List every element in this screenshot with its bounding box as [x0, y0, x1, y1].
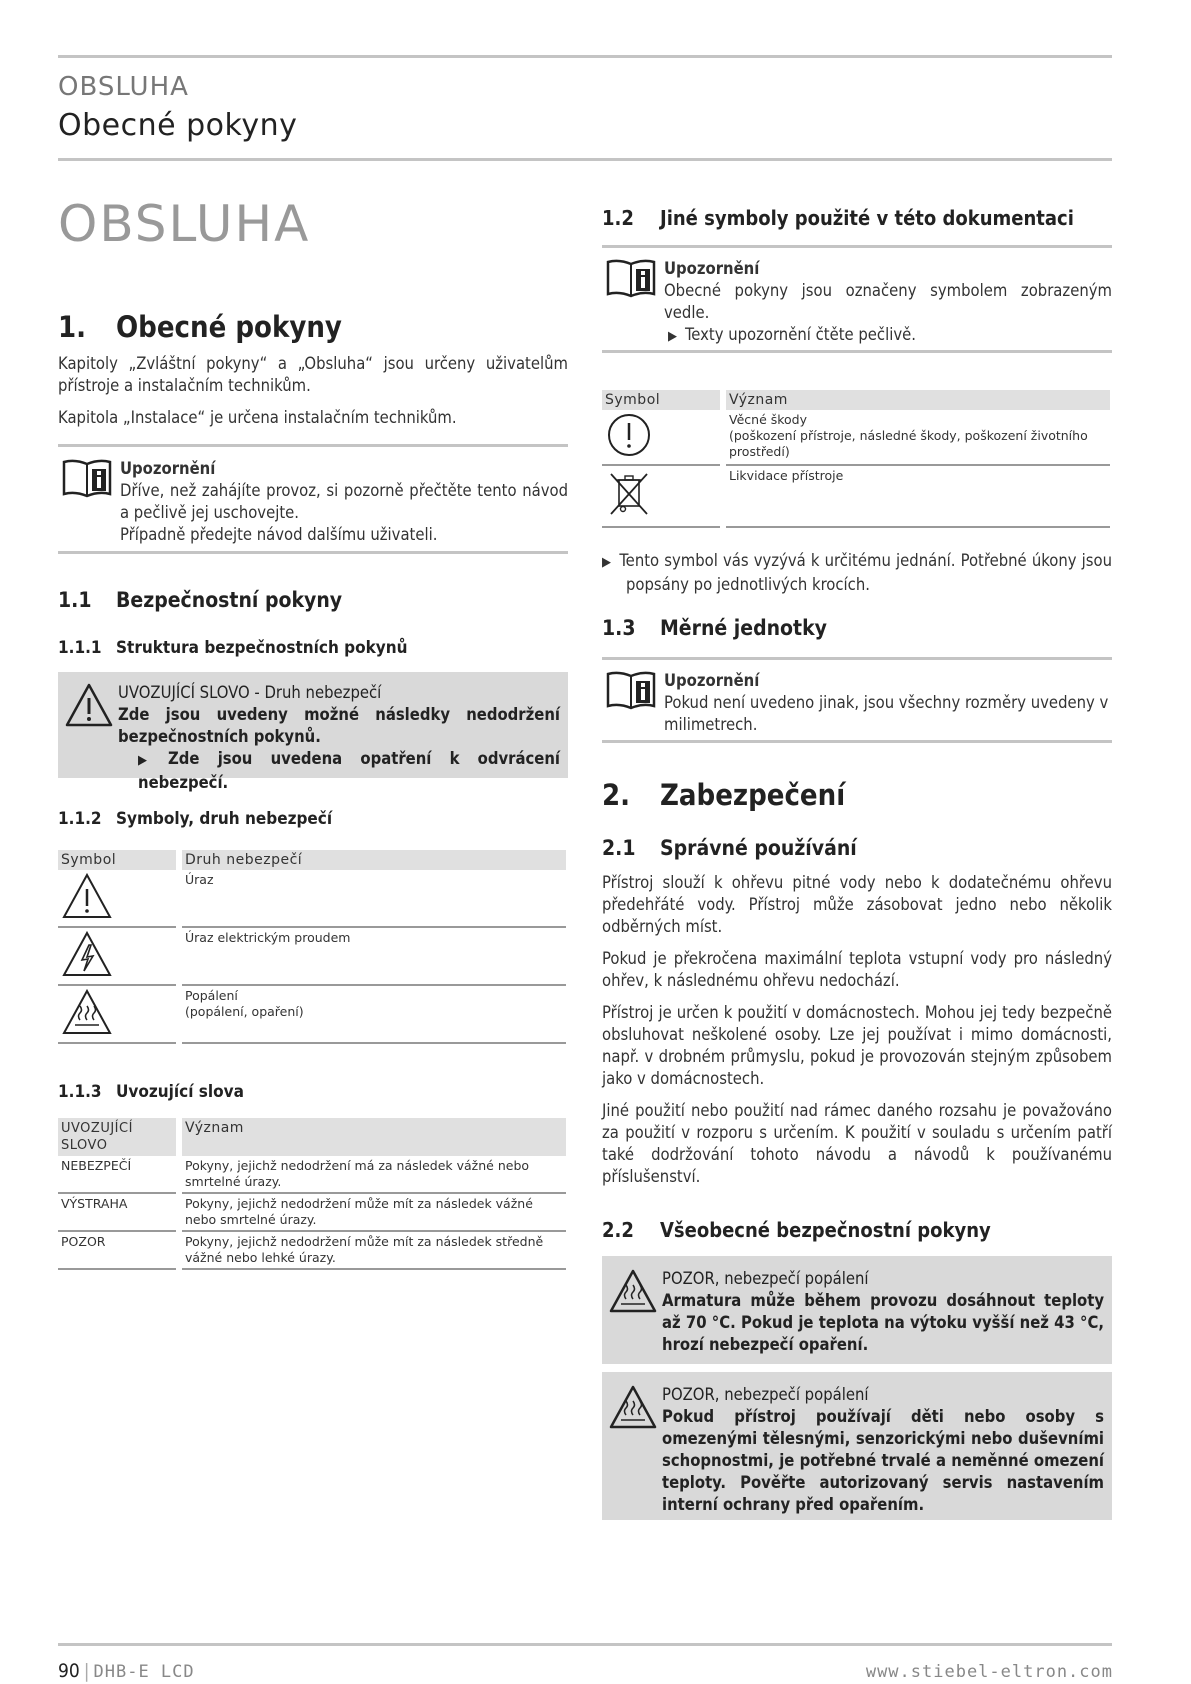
section-1-2-heading	[602, 206, 1074, 230]
signal-col-word: UVOZUJÍCÍ SLOVO	[58, 1118, 176, 1156]
section-2-1-paragraph-3: Přístroj je určen k použití v domácnostech. Mohou jej tedy bezpečně obsluhovat neškolené osoby. Lze jej používat i mimo domácnosti, např. v drobném průmyslu, pokud je provozován stejným způsobem jako v domácnostech.	[602, 1003, 1112, 1088]
section-2-2-number: 2.2	[602, 1218, 634, 1242]
other-row-2-text: Likvidace přístroje	[726, 465, 1110, 527]
header-subtitle: Obecné pokyny	[58, 108, 298, 143]
section-1-1-heading	[58, 588, 342, 612]
info-book-icon	[606, 258, 656, 298]
hazard-row-3-symbol	[58, 985, 176, 1043]
section-1-3-number: 1.3	[602, 616, 636, 640]
signal-row-3-text: Pokyny, jejichž nedodržení může mít za následek středně vážné nebo lehké úrazy.	[182, 1231, 566, 1269]
page-number: 90	[58, 1660, 80, 1682]
section-1-1-2-title: Symboly, druh nebezpečí	[116, 809, 333, 829]
warning-burn-2-title: POZOR, nebezpečí popálení	[662, 1385, 869, 1404]
note-2-text: Obecné pokyny jsou označeny symbolem zobrazeným vedle.	[664, 281, 1112, 322]
section-1-3-title: Měrné jednotky	[660, 616, 827, 640]
other-symbols-table	[602, 390, 1110, 528]
exclamation-warning-icon	[61, 872, 113, 920]
section-1-1-1-heading	[58, 638, 408, 658]
hazard-symbols-table	[58, 850, 566, 1044]
warning-burn-1-title: POZOR, nebezpečí popálení	[662, 1269, 869, 1288]
info-book-icon	[62, 458, 112, 498]
section-2-1-heading	[602, 836, 857, 860]
section-1-1-1-title: Struktura bezpečnostních pokynů	[116, 638, 408, 658]
note-2-title: Upozornění	[664, 259, 760, 278]
section-2-number: 2.	[602, 778, 631, 812]
section-1-1-3-number: 1.1.3	[58, 1082, 102, 1102]
hazard-col-symbol: Symbol	[58, 850, 176, 870]
signal-words-table	[58, 1118, 566, 1270]
note-2-bottom-rule	[602, 350, 1112, 353]
section-2-2-title: Všeobecné bezpečnostní pokyny	[660, 1218, 991, 1242]
warning-structure-action: Zde jsou uvedena opatření k odvrácení nebezpečí.	[138, 749, 560, 792]
section-1-1-3-title: Uvozující slova	[116, 1082, 244, 1102]
header-bottom-rule	[58, 158, 1112, 161]
note-3-top-rule	[602, 657, 1112, 660]
footer-url[interactable]: www.stiebel-eltron.com	[865, 1662, 1113, 1682]
section-2-1-title: Správné používání	[660, 836, 857, 860]
section-2-1-paragraph-2: Pokud je překročena maximální teplota vstupní vody pro následný ohřev, k následnému ohřevu nedochází.	[602, 949, 1112, 990]
circle-exclamation-icon	[605, 412, 653, 458]
section-2-1-body	[602, 872, 1112, 1198]
signal-row-2-word: VÝSTRAHA	[58, 1193, 176, 1231]
warning-burn-2-text: Pokud přístroj používají děti nebo osoby s omezenými tělesnými, senzorickými nebo duševními schopnostmi, je potřebné trvalé a neměnné omezení teploty. Pověřte autorizovaný servis nastavením interní ochrany před opařením.	[662, 1407, 1104, 1514]
action-symbol-text: Tento symbol vás vyzývá k určitému jednání. Potřebné úkony jsou popsány po jednotlivých krocích.	[619, 551, 1113, 594]
product-name: DHB-E LCD	[93, 1662, 195, 1682]
other-col-meaning: Význam	[726, 390, 1110, 410]
footer-separator: |	[83, 1660, 90, 1682]
signal-row-2-text: Pokyny, jejichž nedodržení může mít za následek vážné nebo smrtelné úrazy.	[182, 1193, 566, 1231]
section-1-1-number: 1.1	[58, 588, 92, 612]
section-1-3-heading	[602, 616, 827, 640]
warning-structure-box	[58, 672, 568, 792]
note-bottom-rule	[58, 551, 568, 554]
action-symbol-text-block	[602, 550, 1112, 596]
note-box-3	[602, 670, 1112, 740]
section-1-1-3-heading	[58, 1082, 244, 1102]
info-book-icon	[606, 670, 656, 710]
hazard-row-3-text: Popálení (popálení, opaření)	[182, 985, 566, 1043]
warning-burn-1-text: Armatura může během provozu dosáhnout teploty až 70 °C. Pokud je teplota na výtoku vyšší než 43 °C, hrozí nebezpečí opaření.	[662, 1291, 1104, 1354]
other-col-symbol: Symbol	[602, 390, 720, 410]
warning-triangle-icon	[64, 682, 114, 728]
section-1-1-2-number: 1.1.2	[58, 809, 102, 829]
section-1-heading	[58, 310, 342, 344]
section-2-title: Zabezpečení	[660, 778, 846, 812]
warning-burn-2-box	[602, 1372, 1112, 1520]
header-top-rule	[58, 55, 1112, 58]
note-3-title: Upozornění	[664, 671, 760, 690]
hot-surface-warning-icon	[61, 988, 113, 1036]
page-title: OBSLUHA	[58, 195, 311, 253]
footer-left	[58, 1660, 195, 1682]
footer-rule	[58, 1643, 1112, 1646]
section-2-1-number: 2.1	[602, 836, 636, 860]
signal-row-1-word: NEBEZPEČÍ	[58, 1156, 176, 1193]
section-2-1-paragraph-4: Jiné použití nebo použití nad rámec daného rozsahu je považováno za použití v rozporu s určením. K použití v souladu s určením patří také dodržování tohoto návodu a návodů k používanému příslušenství.	[602, 1101, 1112, 1186]
note-1-line-1: Dříve, než zahájíte provoz, si pozorně přečtěte tento návod a pečlivě jej uschovejte.	[120, 481, 568, 522]
note-2-action: Texty upozornění čtěte pečlivě.	[685, 325, 916, 344]
hazard-row-2-symbol	[58, 927, 176, 985]
section-1-paragraph-1: Kapitoly „Zvláštní pokyny“ a „Obsluha“ jsou určeny uživatelům přístroje a instalačním technikům.	[58, 354, 568, 395]
signal-row-3-word: POZOR	[58, 1231, 176, 1269]
section-2-2-heading	[602, 1218, 991, 1242]
note-3-bottom-rule	[602, 740, 1112, 743]
hazard-row-2-text: Úraz elektrickým proudem	[182, 927, 566, 985]
hazard-col-type: Druh nebezpečí	[182, 850, 566, 870]
warning-structure-title: UVOZUJÍCÍ SLOVO - Druh nebezpečí	[118, 683, 382, 702]
other-row-1-text: Věcné škody (poškození přístroje, následné škody, poškození životního prostředí)	[726, 410, 1110, 465]
hot-surface-warning-icon	[608, 1384, 658, 1430]
hazard-row-1-symbol	[58, 870, 176, 927]
electric-shock-warning-icon	[61, 930, 113, 978]
hazard-row-1-text: Úraz	[182, 870, 566, 927]
hot-surface-warning-icon	[608, 1268, 658, 1314]
note-1-title: Upozornění	[120, 459, 216, 478]
section-1-title: Obecné pokyny	[116, 310, 342, 344]
signal-row-1-text: Pokyny, jejichž nedodržení má za následek vážné nebo smrtelné úrazy.	[182, 1156, 566, 1193]
note-box-2	[602, 258, 1112, 348]
other-row-2-symbol	[602, 465, 720, 527]
section-1-2-title: Jiné symboly použité v této dokumentaci	[660, 206, 1074, 230]
crossed-bin-icon	[605, 468, 653, 520]
warning-structure-text: Zde jsou uvedeny možné následky nedodržení bezpečnostních pokynů.	[118, 705, 560, 746]
section-1-1-title: Bezpečnostní pokyny	[116, 588, 343, 612]
note-box-1	[58, 458, 568, 548]
section-2-heading	[602, 778, 845, 812]
header-section: OBSLUHA	[58, 72, 189, 102]
note-1-line-2: Případně předejte návod dalšímu uživateli.	[120, 525, 438, 544]
warning-burn-1-box	[602, 1256, 1112, 1364]
section-1-number: 1.	[58, 310, 87, 344]
note-2-top-rule	[602, 245, 1112, 248]
section-1-1-2-heading	[58, 809, 332, 829]
section-1-paragraph-2: Kapitola „Instalace“ je určena instalačním technikům.	[58, 408, 457, 427]
signal-col-meaning: Význam	[182, 1118, 566, 1156]
note-top-rule	[58, 444, 568, 447]
section-2-1-paragraph-1: Přístroj slouží k ohřevu pitné vody nebo k dodatečnému ohřevu předehřáté vody. Přístroj může zásobovat jedno nebo několik odběrných míst.	[602, 873, 1112, 936]
other-row-1-symbol	[602, 410, 720, 465]
section-1-body	[58, 353, 568, 439]
section-1-2-number: 1.2	[602, 206, 634, 230]
note-3-text: Pokud není uvedeno jinak, jsou všechny rozměry uvedeny v milimetrech.	[664, 693, 1109, 734]
section-1-1-1-number: 1.1.1	[58, 638, 102, 658]
